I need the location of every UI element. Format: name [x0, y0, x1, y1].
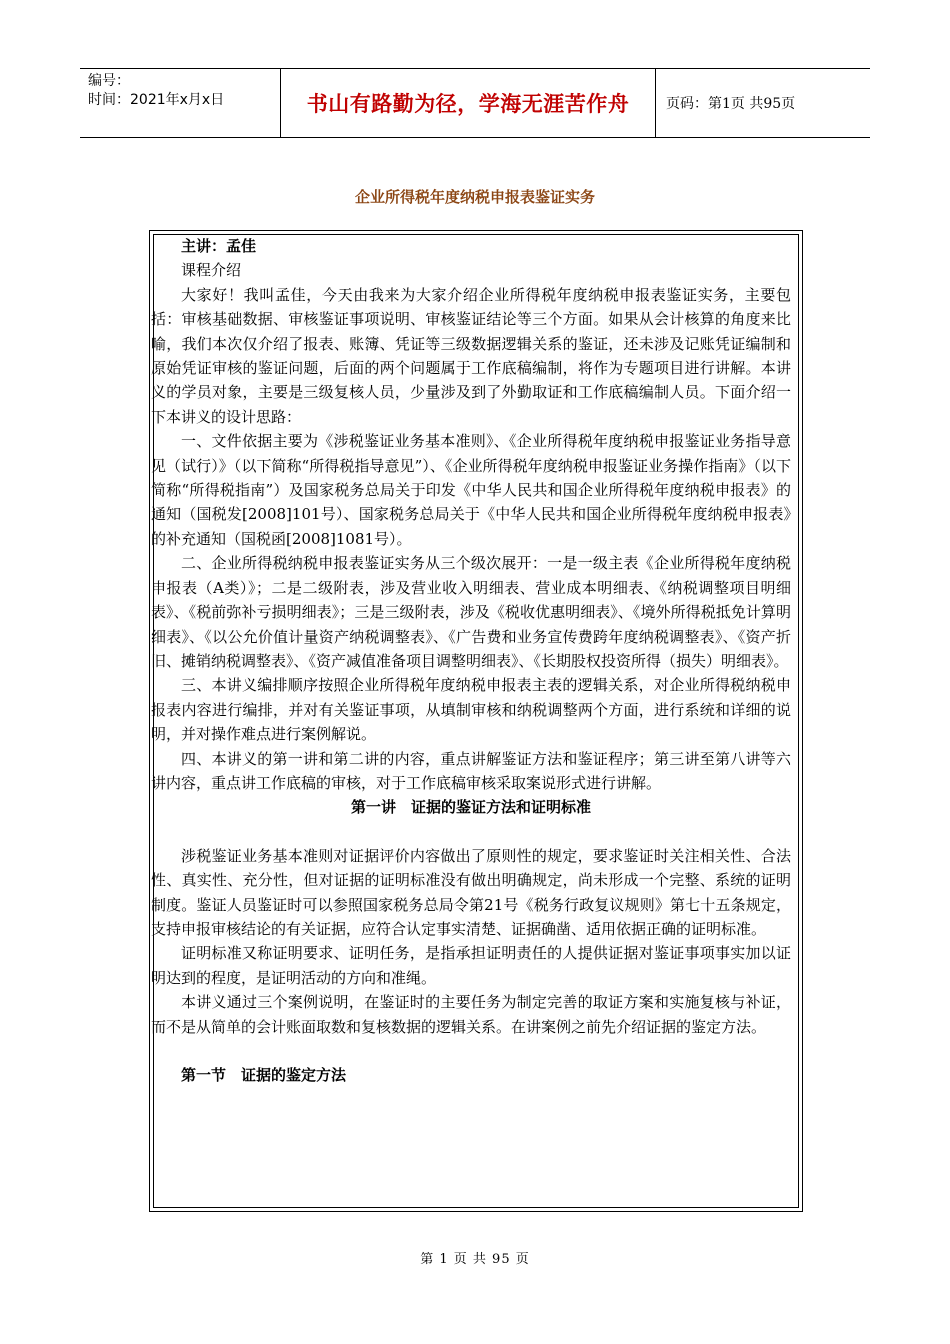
spacer — [151, 1039, 791, 1063]
paragraph-intro: 大家好！我叫孟佳，今天由我来为大家介绍企业所得税年度纳税申报表鉴证实务，主要包括：审核基础数据、审核鉴证事项说明、审核鉴证结论等三个方面。如果从会计核算的角度来比喻，我们本次仅介绍了报表、账簿、凭证等三级数据逻辑关系的鉴证，还未涉及记账凭证编制和原始凭证审核的鉴证问题，后面的两个问题属于工作底稿编制，将作为专题项目进行讲解。本讲义的学员对象，主要是三级复核人员，少量涉及到了外勤取证和工作底稿编制人员。下面介绍一下本讲义的设计思路： — [151, 285, 791, 426]
paragraph-point-4: 四、本讲义的第一讲和第二讲的内容，重点讲解鉴证方法和鉴证程序；第三讲至第八讲等六讲内容，重点讲工作底稿的审核，对于工作底稿审核采取案说形式进行讲解。 — [151, 749, 791, 792]
header-page-cell — [656, 69, 870, 137]
header-motto-cell — [281, 69, 656, 137]
paragraph-point-2: 二、企业所得税纳税申报表鉴证实务从三个级次展开：一是一级主表《企业所得税年度纳税申报表（A类）》；二是二级附表，涉及营业收入明细表、营业成本明细表、《纳税调整项目明细表》、《税前弥补亏损明细表》；三是三级附表，涉及《税收优惠明细表》、《境外所得税抵免计算明细表》、《以公允价值计量资产纳税调整表》、《广告费和业务宣传费跨年度纳税调整表》、《资产折旧、摊销纳税调整表》、《资产减值准备项目调整明细表》、《长期股权投资所得（损失）明细表》。 — [151, 554, 791, 670]
paragraph-point-1: 一、文件依据主要为《涉税鉴证业务基本准则》、《企业所得税年度纳税申报鉴证业务指导意见（试行）》（以下简称“所得税指导意见”）、《企业所得税年度纳税申报鉴证业务操作指南》（以下简称“所得税指南”）及国家税务总局关于印发《中华人民共和国企业所得税年度纳税申报表》的通知（国税发[2008]101号）、国家税务总局关于《中华人民共和国企业所得税年度纳税申报表》的补充通知（国税函[2008]1081号）。 — [151, 432, 791, 548]
header-page-number: 页码：第1页 共95页 — [666, 96, 796, 112]
page-header — [80, 68, 870, 138]
paragraph-point-3: 三、本讲义编排顺序按照企业所得税年度纳税申报表主表的逻辑关系，对企业所得税纳税申报表内容进行编排，并对有关鉴证事项，从填制审核和纳税调整两个方面，进行系统和详细的说明，并对操作难点进行案例解说。 — [151, 676, 791, 744]
paragraph-evidence-standards: 涉税鉴证业务基本准则对证据评价内容做出了原则性的规定，要求鉴证时关注相关性、合法性、真实性、充分性，但对证据的证明标准没有做出明确规定，尚未形成一个完整、系统的证明制度。鉴证人员鉴证时可以参照国家税务总局令第21号《税务行政复议规则》第七十五条规定，支持申报审核结论的有关证据，应符合认定事实清楚、证据确凿、适用依据正确的证明标准。 — [151, 846, 791, 938]
document-title: 企业所得税年度纳税申报表鉴证实务 — [354, 188, 595, 206]
spacer — [151, 820, 791, 844]
document-time-label: 时间：2021年x月x日 — [88, 92, 225, 108]
paragraph-cases: 本讲义通过三个案例说明，在鉴证时的主要任务为制定完善的取证方案和实施复核与补证，而不是从简单的会计账面取数和复核数据的逻辑关系。在讲案例之前先介绍证据的鉴定方法。 — [151, 993, 791, 1036]
paragraph-proof-standard: 证明标准又称证明要求、证明任务，是指承担证明责任的人提供证据对鉴证事项事实加以证明达到的程度，是证明活动的方向和准绳。 — [151, 944, 791, 987]
header-meta-cell — [80, 69, 281, 137]
lecturer-line: 主讲：孟佳 — [181, 237, 257, 255]
header-motto: 书山有路勤为径，学海无涯苦作舟 — [306, 91, 630, 116]
section-1-heading: 第一节 证据的鉴定方法 — [181, 1066, 347, 1084]
page-footer: 第 1 页 共 95 页 — [420, 1252, 530, 1267]
document-number-label: 编号： — [88, 73, 130, 89]
course-intro-label: 课程介绍 — [181, 261, 242, 280]
lecture-1-heading: 第一讲 证据的鉴证方法和证明标准 — [350, 798, 591, 817]
content-body — [151, 234, 791, 1087]
